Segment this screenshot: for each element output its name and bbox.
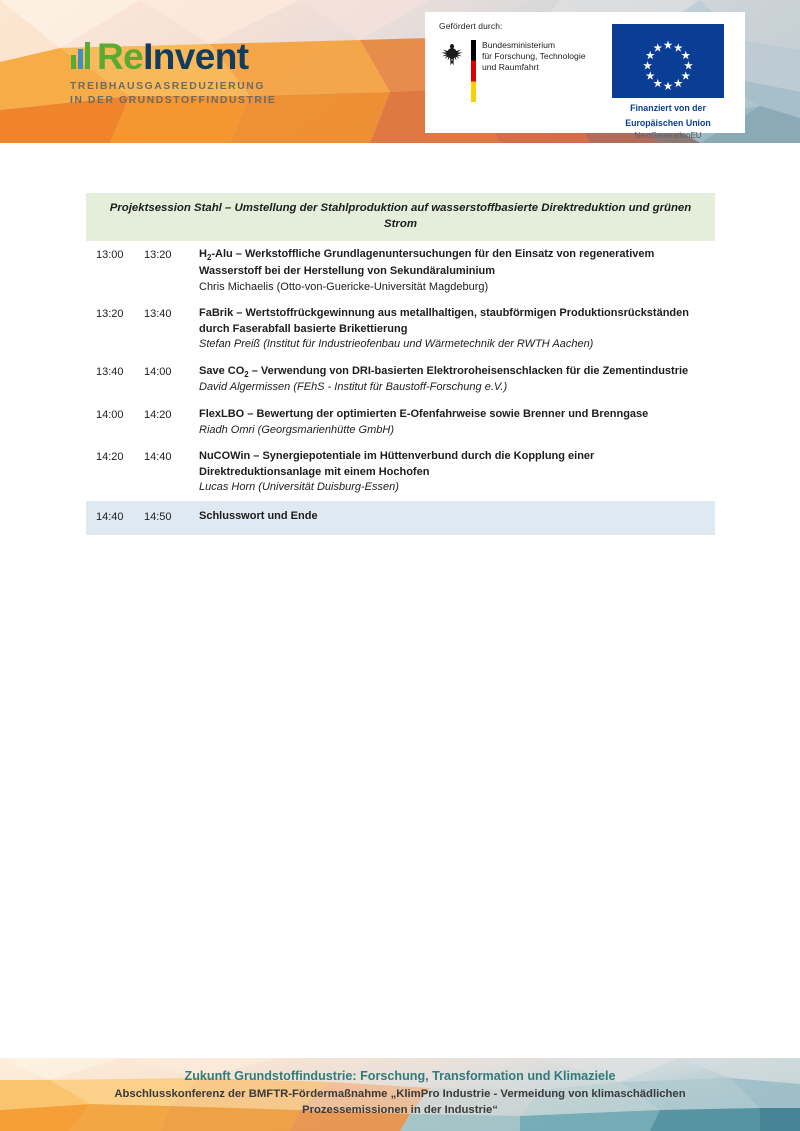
talk-title: NuCOWin – Synergiepotentiale im Hüttenverbund durch die Kopplung einer Direktreduktionsanlage mit einem Hochofen bbox=[199, 450, 595, 478]
footer-banner bbox=[0, 1058, 800, 1131]
footer-subtitle-line-1: Abschlusskonferenz der BMFTR-Fördermaßnahme „KlimPro Industrie - Vermeidung von klimaschädlichen bbox=[114, 1088, 686, 1100]
row-end-time: 14:50 bbox=[144, 511, 172, 524]
talk-speaker: Lucas Horn (Universität Duisburg-Essen) bbox=[199, 481, 399, 494]
talk-speaker: Stefan Preiß (Institut für Industrieofenbau und Wärmetechnik der RWTH Aachen) bbox=[199, 338, 594, 351]
logo-wordmark bbox=[70, 38, 276, 75]
row-end-time: 13:20 bbox=[144, 249, 172, 262]
talk-speaker: Riadh Omri (Georgsmarienhütte GmbH) bbox=[199, 423, 395, 436]
ministry-name bbox=[482, 39, 586, 73]
talk-title bbox=[199, 247, 707, 279]
row-start-time: 13:20 bbox=[96, 308, 124, 321]
row-end-time: 14:40 bbox=[144, 451, 172, 464]
footer-text-block bbox=[0, 1058, 800, 1118]
logo-tagline-line1: TREIBHAUSGASREDUZIERUNG bbox=[70, 81, 265, 92]
german-flag-bar-icon bbox=[471, 40, 476, 102]
ministry-line-2: für Forschung, Technologie bbox=[482, 51, 586, 61]
talk-title bbox=[199, 364, 707, 380]
row-start-time: 14:00 bbox=[96, 408, 124, 421]
row-content bbox=[199, 449, 715, 496]
agenda-table bbox=[86, 193, 715, 535]
funded-by-label: Gefördert durch: bbox=[439, 21, 503, 31]
table-row bbox=[86, 300, 715, 358]
eu-nextgeneration-label: NextGenerationEU bbox=[634, 130, 702, 140]
ministry-line-3: und Raumfahrt bbox=[482, 62, 539, 72]
row-end-time: 14:20 bbox=[144, 408, 172, 421]
row-content bbox=[199, 407, 715, 438]
talk-speaker: David Algermissen (FEhS - Institut für Baustoff-Forschung e.V.) bbox=[199, 381, 508, 394]
eu-flag-icon bbox=[612, 24, 724, 98]
talk-speaker: Chris Michaelis (Otto-von-Guericke-Universität Magdeburg) bbox=[199, 280, 489, 293]
talk-title-post: -Alu – Werkstoffliche Grundlagenuntersuchungen für den Einsatz von regenerativem Wasserstoff bei der Herstellung von Sekundäraluminium bbox=[199, 248, 655, 277]
ministry-line-1: Bundesministerium bbox=[482, 40, 556, 50]
talk-title-pre: Save CO bbox=[199, 364, 245, 377]
talk-title: FlexLBO – Bewertung der optimierten E-Ofenfahrweise sowie Brenner und Brenngase bbox=[199, 407, 649, 420]
session-header: Projektsession Stahl – Umstellung der Stahlproduktion auf wasserstoffbasierte Direktreduktion und grünen Strom bbox=[86, 193, 715, 241]
row-start-time: 13:00 bbox=[96, 249, 124, 262]
table-row-closing bbox=[86, 501, 715, 535]
table-row bbox=[86, 241, 715, 300]
table-row bbox=[86, 443, 715, 501]
funding-card bbox=[425, 12, 745, 140]
footer-subtitle-line-2: Prozessemissionen in der Industrie“ bbox=[302, 1103, 498, 1116]
eu-stars-circle bbox=[612, 24, 724, 98]
bar-chart-icon bbox=[70, 41, 96, 69]
talk-title-subscript: 2 bbox=[244, 370, 249, 380]
logo-bars-icon bbox=[70, 38, 96, 75]
row-start-time: 14:20 bbox=[96, 451, 124, 464]
logo-text-re: Re bbox=[97, 36, 144, 77]
row-content bbox=[199, 364, 715, 396]
logo-tagline-line2: IN DER GRUNDSTOFFINDUSTRIE bbox=[70, 95, 277, 107]
header-banner bbox=[0, 0, 800, 143]
row-start-time: 13:40 bbox=[96, 365, 124, 378]
eu-funding-logo bbox=[607, 24, 729, 140]
talk-title-subscript: 2 bbox=[206, 253, 212, 263]
row-start-time: 14:40 bbox=[96, 511, 124, 524]
talk-title: FaBrik – Wertstoffrückgewinnung aus metallhaltigen, staubförmigen Produktionsrückständen durch Faserabfall basierte Brikettierung bbox=[199, 307, 689, 335]
logo-text-invent: Invent bbox=[143, 36, 249, 77]
row-content bbox=[199, 306, 715, 353]
table-row bbox=[86, 358, 715, 401]
row-content bbox=[199, 509, 715, 525]
talk-title-post: – Verwendung von DRI-basierten Elektroroheisenschlacken für die Zementindustrie bbox=[248, 364, 689, 377]
bundesadler-icon bbox=[439, 41, 465, 67]
closing-title: Schlusswort und Ende bbox=[199, 510, 318, 523]
table-row bbox=[86, 401, 715, 443]
row-content bbox=[199, 247, 715, 295]
reinvent-logo bbox=[70, 38, 276, 108]
row-end-time: 13:40 bbox=[144, 308, 172, 321]
talk-title-pre: H bbox=[199, 248, 207, 261]
row-end-time: 14:00 bbox=[144, 365, 172, 378]
federal-eagle-icon bbox=[439, 39, 465, 72]
eu-funding-line-1: Finanziert von der bbox=[630, 103, 706, 113]
eu-funding-line-2: Europäischen Union bbox=[625, 118, 711, 129]
footer-title: Zukunft Grundstoffindustrie: Forschung, Transformation und Klimaziele bbox=[184, 1069, 616, 1083]
